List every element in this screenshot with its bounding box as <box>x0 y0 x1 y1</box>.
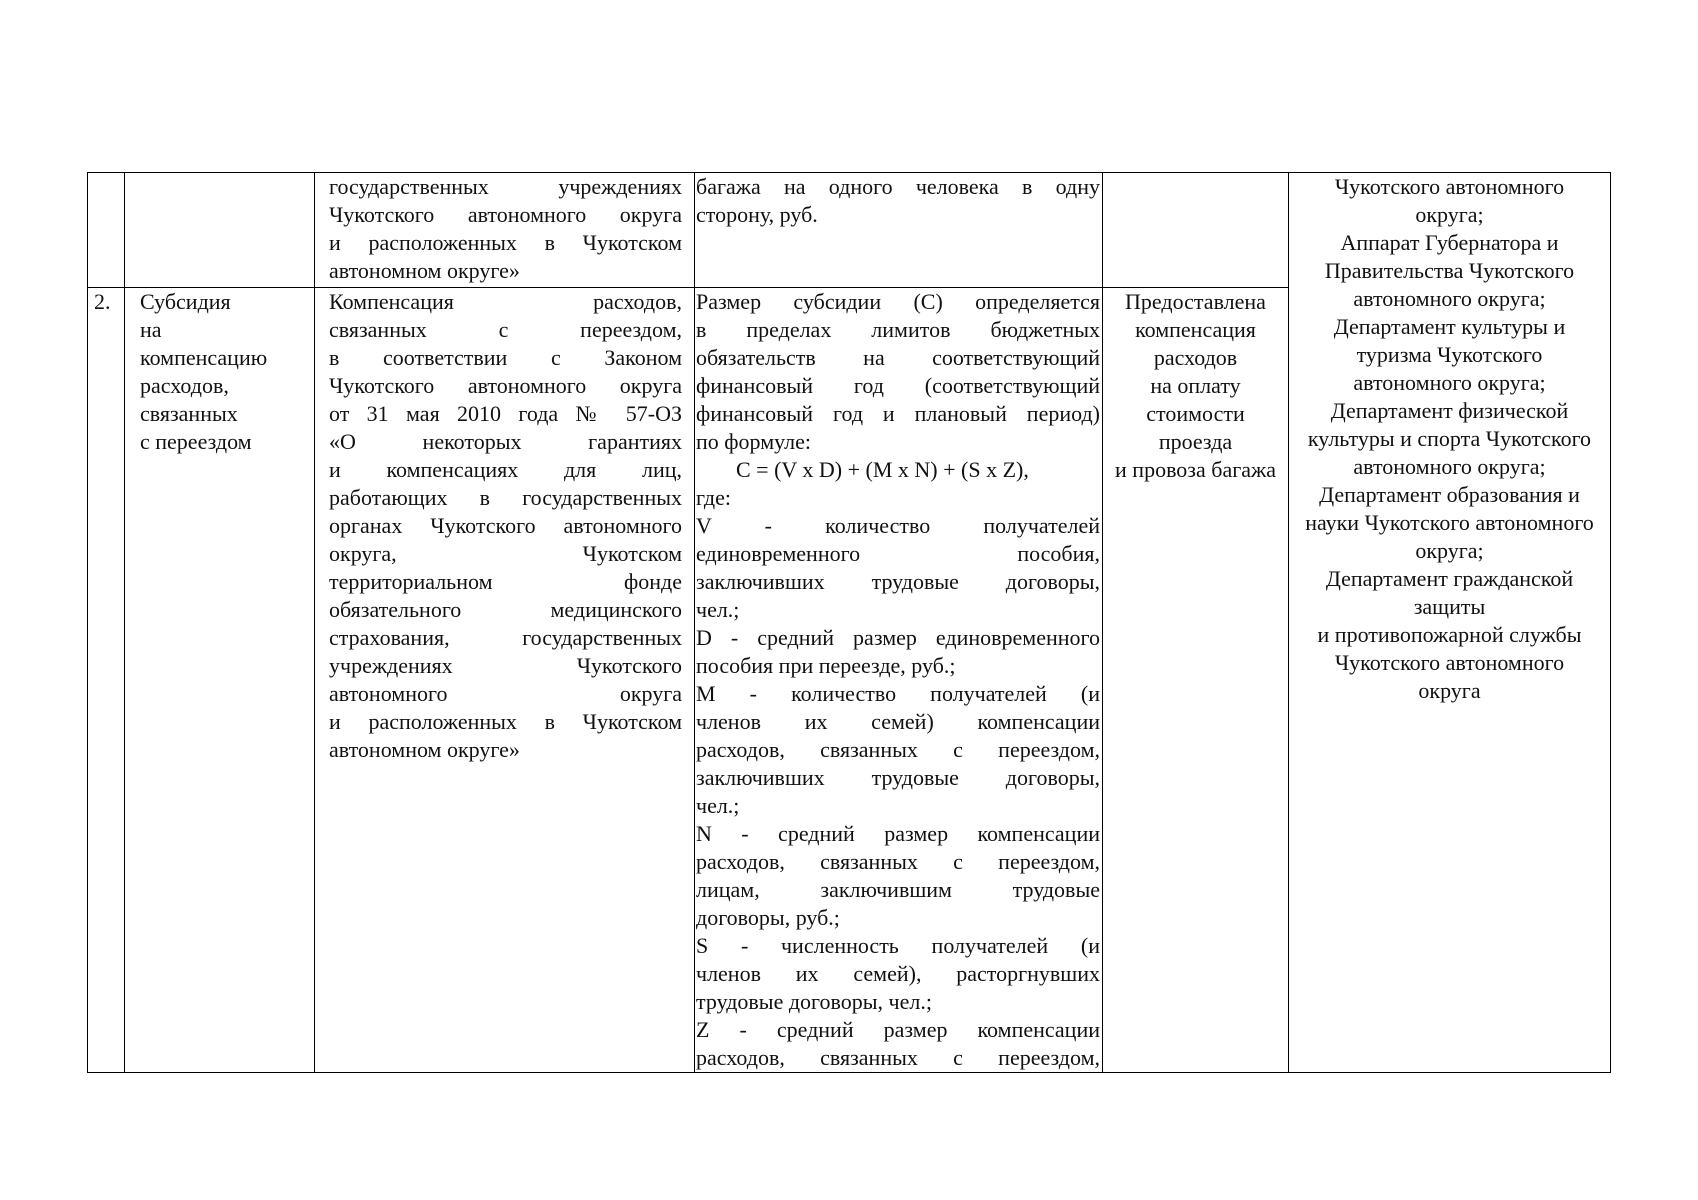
text-line: территориальном фонде <box>329 569 682 594</box>
text-line: и расположенных в Чукотском <box>329 709 682 734</box>
text-line: туризма Чукотского <box>1356 342 1543 367</box>
text-line: культуры и спорта Чукотского <box>1307 426 1592 451</box>
text-line: защиты <box>1413 594 1486 619</box>
text-line: в пределах лимитов бюджетных <box>696 317 1100 342</box>
formula-cell <box>695 288 1103 1073</box>
text-line: чел.; <box>696 793 740 818</box>
formula-expression: C = (V x D) + (M x N) + (S x Z), <box>736 457 1029 482</box>
text-line: заключивших трудовые договоры, <box>696 765 1100 790</box>
text-line: M - количество получателей (и <box>696 681 1100 706</box>
text-line: округа <box>1418 678 1481 703</box>
subsidy-name-cell <box>125 288 315 1073</box>
text-line: автономного округа; <box>1353 454 1546 479</box>
text-line: и провоза багажа <box>1115 457 1276 482</box>
text-line: науки Чукотского автономного <box>1305 510 1594 535</box>
result-cell <box>1103 288 1289 1073</box>
text-line: договоры, руб.; <box>696 905 840 930</box>
text-line: автономного округа; <box>1353 286 1546 311</box>
text-line: учреждениях Чукотского <box>329 653 682 678</box>
text-line: финансовый год (соответствующий <box>696 373 1100 398</box>
text-line: проезда <box>1158 429 1233 454</box>
text-line: Чукотского автономного округа <box>329 373 682 398</box>
text-line: в соответствии с Законом <box>329 345 682 370</box>
text-line: органах Чукотского автономного <box>329 513 682 538</box>
text-line: Департамент культуры и <box>1333 314 1566 339</box>
text-line: расходов, <box>140 373 229 398</box>
text-line: пособия при переезде, руб.; <box>696 653 956 678</box>
text-line: по формуле: <box>696 429 812 454</box>
text-line: компенсацию <box>140 345 268 370</box>
text-line: Департамент гражданской <box>1325 566 1574 591</box>
text-line: финансовый год и плановый период) <box>696 401 1100 426</box>
text-line: и расположенных в Чукотском <box>329 230 682 255</box>
text-line: багажа на одного человека в одну <box>696 174 1100 199</box>
text-line: расходов, связанных с переездом, <box>696 737 1100 762</box>
text-line: связанных <box>140 401 238 426</box>
text-line: V - количество получателей <box>696 513 1100 538</box>
text-line: государственных учреждениях <box>329 174 682 199</box>
text-line: округа; <box>1415 202 1484 227</box>
text-line: от 31 мая 2010 года № 57-ОЗ <box>329 401 682 426</box>
text-line: округа; <box>1415 538 1484 563</box>
text-line: автономного округа <box>329 681 682 706</box>
text-line: сторону, руб. <box>696 202 818 227</box>
row-number-cell <box>88 173 125 288</box>
text-line: Субсидия <box>140 289 231 314</box>
departments-cell <box>1289 173 1611 1073</box>
text-line: связанных с переездом, <box>329 317 682 342</box>
formula-cell <box>695 173 1103 288</box>
legal-basis-cell <box>315 288 695 1073</box>
text-line: единовременного пособия, <box>696 541 1100 566</box>
text-line: расходов <box>1153 345 1238 370</box>
text-line: обязательств на соответствующий <box>696 345 1100 370</box>
text-line: где: <box>696 485 731 510</box>
text-line: Предоставлена <box>1125 289 1266 314</box>
subsidy-table <box>87 172 1611 1073</box>
text-line: S - численность получателей (и <box>696 933 1100 958</box>
text-line: Чукотского автономного <box>1334 174 1565 199</box>
text-line: обязательного медицинского <box>329 597 682 622</box>
text-line: автономного округа; <box>1353 370 1546 395</box>
text-line: Аппарат Губернатора и <box>1340 230 1559 255</box>
text-line: Компенсация расходов, <box>329 289 682 314</box>
text-line: автономном округе» <box>329 737 520 762</box>
text-line: компенсация <box>1135 317 1256 342</box>
subsidy-name-cell <box>125 173 315 288</box>
text-line: расходов, связанных с переездом, <box>696 849 1100 874</box>
text-line: D - средний размер единовременного <box>696 625 1100 650</box>
text-line: Чукотского автономного округа <box>329 202 682 227</box>
text-line: членов их семей) компенсации <box>696 709 1100 734</box>
text-line: Чукотского автономного <box>1334 650 1565 675</box>
text-line: лицам, заключившим трудовые <box>696 877 1100 902</box>
text-line: трудовые договоры, чел.; <box>696 989 932 1014</box>
text-line: Правительства Чукотского <box>1324 258 1575 283</box>
text-line: Департамент физической <box>1330 398 1569 423</box>
text-line: Размер субсидии (С) определяется <box>696 289 1100 314</box>
text-line: стоимости <box>1146 401 1245 426</box>
text-line: Департамент образования и <box>1319 482 1580 507</box>
text-line: Z - средний размер компенсации <box>696 1017 1100 1042</box>
legal-basis-cell <box>315 173 695 288</box>
text-line: N - средний размер компенсации <box>696 821 1100 846</box>
result-cell <box>1103 173 1289 288</box>
text-line: членов их семей), расторгнувших <box>696 961 1100 986</box>
text-line: работающих в государственных <box>329 485 682 510</box>
text-line: заключивших трудовые договоры, <box>696 569 1100 594</box>
text-line: с переездом <box>140 429 252 454</box>
text-line: и компенсациях для лиц, <box>329 457 682 482</box>
text-line: на оплату <box>1150 373 1241 398</box>
text-line: расходов, связанных с переездом, <box>696 1045 1100 1070</box>
text-line: чел.; <box>696 597 740 622</box>
text-line: на <box>140 317 162 342</box>
text-line: страхования, государственных <box>329 625 682 650</box>
text-line: «О некоторых гарантиях <box>329 429 682 454</box>
text-line: округа, Чукотском <box>329 541 682 566</box>
text-line: и противопожарной службы <box>1317 622 1582 647</box>
row-number-cell: 2. <box>88 288 125 1073</box>
text-line: автономном округе» <box>329 258 520 283</box>
table-row <box>88 173 1611 288</box>
